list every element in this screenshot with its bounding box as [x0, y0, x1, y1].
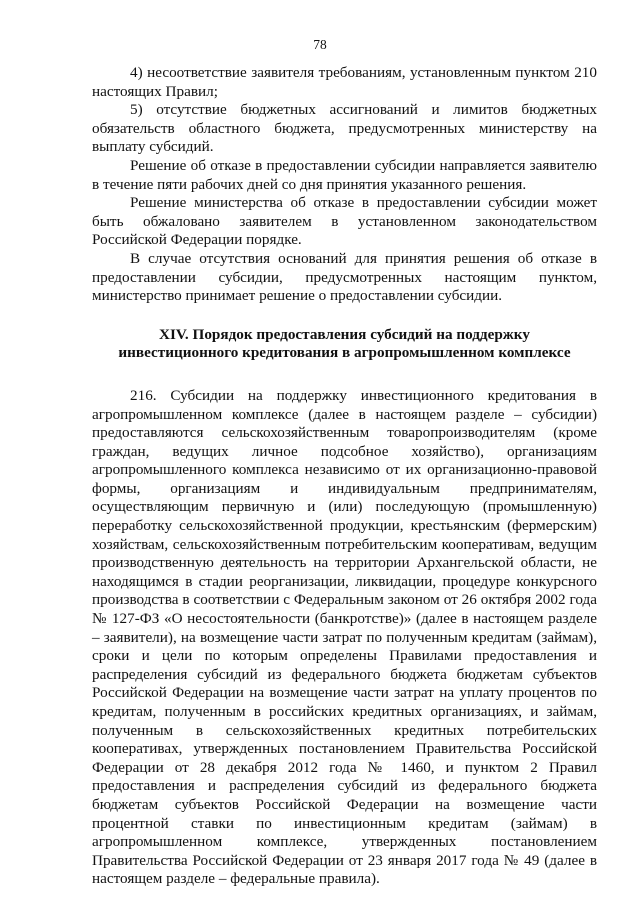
- section-heading: [92, 326, 597, 363]
- paragraph-refusal-notice: Решение об отказе в предоставлении субсидии направляется заявителю в течение пяти рабочих дней со дня принятия указанного решения.: [92, 156, 597, 193]
- paragraph-216: 216. Субсидии на поддержку инвестиционного кредитования в агропромышленном комплексе (далее в настоящем разделе – субсидии) предоставляются сельскохозяйственным товаропроизводителям (кроме граждан, ведущих личное подсобное хозяйство), организациям агропромышленного комплекса независимо от их организационно-правовой формы, организациям и индивидуальным предпринимателям, осуществляющим первичную и (или) последующую (промышленную) переработку сельскохозяйственной продукции, крестьянским (фермерским) хозяйствам, сельскохозяйственным потребительским кооперативам, ведущим производственную деятельность на территории Архангельской области, не находящимся в стадии реорганизации, ликвидации, процедуре конкурсного производства в соответствии с Федеральным законом от 26 октября 2002 года № 127-ФЗ «О несостоятельности (банкротстве)» (далее в настоящем разделе – заявители), на возмещение части затрат по полученным кредитам (займам), сроки и цели по которым определены Правилами предоставления и распределения субсидий из федерального бюджета бюджетам субъектов Российской Федерации на возмещение части затрат на уплату процентов по кредитам, полученным в российских кредитных организациях, и займам, полученным в сельскохозяйственных кредитных потребительских кооперативах, утвержденных постановлением Правительства Российской Федерации от 28 декабря 2012 года № 1460, и пунктом 2 Правил предоставления и распределения субсидий из федерального бюджета бюджетам субъектов Российской Федерации на возмещение части процентной ставки по инвестиционным кредитам (займам) в агропромышленном комплексе, утвержденных постановлением Правительства Российской Федерации от 23 января 2017 года № 49 (далее в настоящем разделе – федеральные правила).: [92, 386, 597, 888]
- page-number: 78: [313, 37, 327, 52]
- paragraph-item-5: 5) отсутствие бюджетных ассигнований и лимитов бюджетных обязательств областного бюджета, предусмотренных министерству на выплату субсидий.: [92, 101, 597, 156]
- paragraph-appeal: Решение министерства об отказе в предоставлении субсидии может быть обжаловано заявителем в установленном законодательством Российской Федерации порядке.: [92, 194, 597, 249]
- paragraph-item-4: 4) несоответствие заявителя требованиям, установленным пунктом 210 настоящих Правил;: [92, 64, 597, 100]
- paragraph-grant-decision: В случае отсутствия оснований для принятия решения об отказе в предоставлении субсидии, предусмотренных настоящим пунктом, министерство принимает решение о предоставлении субсидии.: [92, 249, 597, 305]
- document-body: [92, 64, 597, 889]
- section-heading-line-1: XIV. Порядок предоставления субсидий на поддержку: [159, 325, 530, 343]
- section-heading-line-2: инвестиционного кредитования в агропромышленном комплексе: [118, 344, 571, 362]
